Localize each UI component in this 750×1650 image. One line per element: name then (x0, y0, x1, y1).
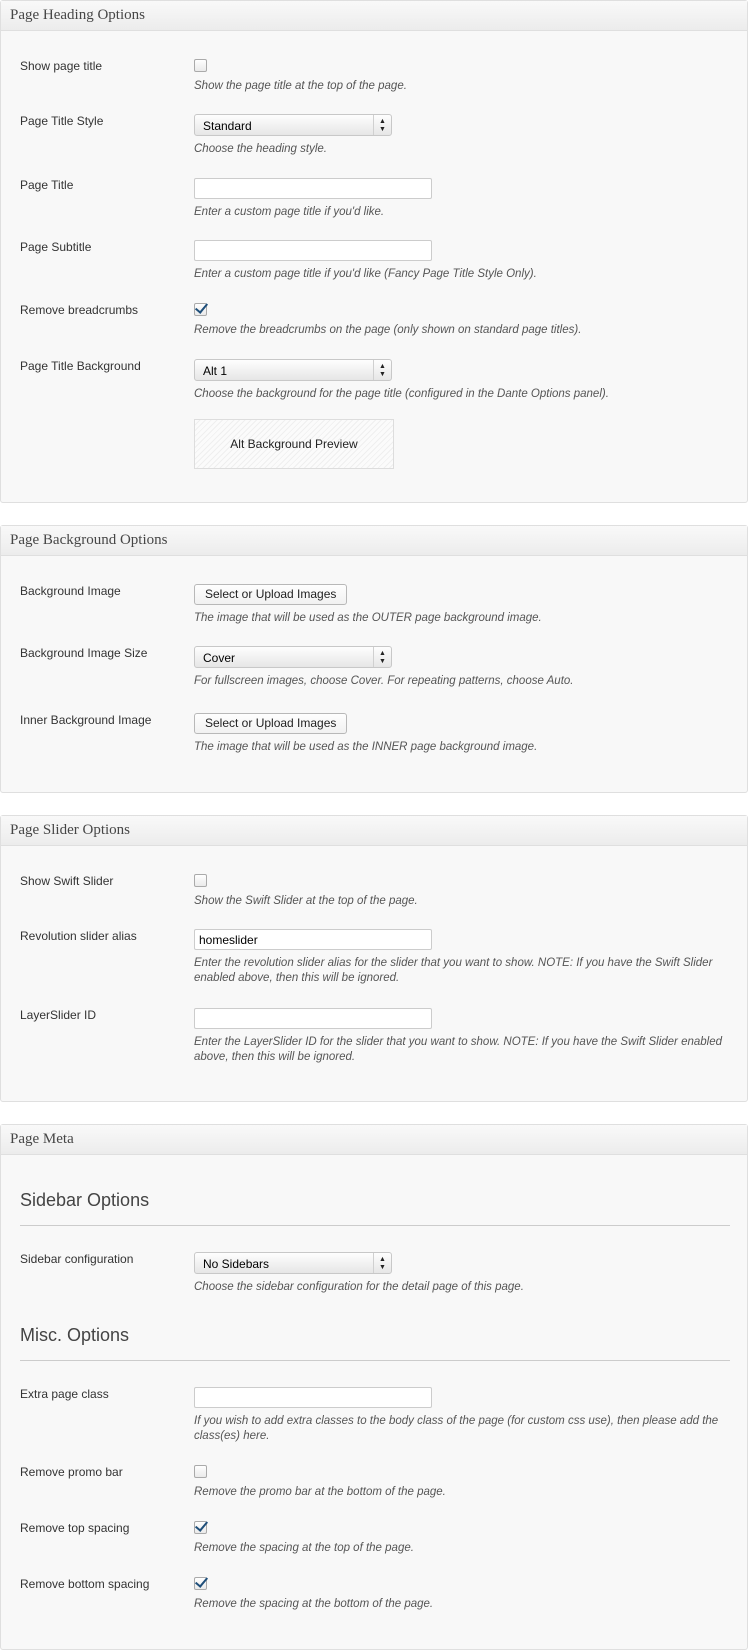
background-image-size-desc: For fullscreen images, choose Cover. For repeating patterns, choose Auto. (194, 675, 574, 687)
revolution-slider-alias-label: Revolution slider alias (20, 929, 137, 943)
remove-breadcrumbs-label: Remove breadcrumbs (20, 303, 139, 317)
extra-page-class-label: Extra page class (20, 1387, 109, 1401)
page-subtitle-label: Page Subtitle (20, 240, 92, 254)
select-value: Alt 1 (203, 364, 228, 378)
show-page-title-label: Show page title (20, 59, 103, 73)
page-meta-panel (0, 1124, 748, 1650)
sidebar-configuration-select[interactable] (194, 1252, 392, 1274)
select-value: Cover (203, 651, 236, 665)
panel-title[interactable]: Page Meta (1, 1125, 747, 1155)
select-upload-background-button[interactable]: Select or Upload Images (194, 584, 347, 605)
page-background-options-panel (0, 525, 748, 793)
remove-top-spacing-checkbox[interactable] (194, 1521, 207, 1534)
layerslider-id-label: LayerSlider ID (20, 1008, 97, 1022)
page-title-style-select[interactable] (194, 114, 392, 136)
select-arrows-icon: ▲ ▼ (373, 647, 391, 667)
select-arrows-icon: ▲ ▼ (373, 360, 391, 380)
sidebar-configuration-label: Sidebar configuration (20, 1252, 134, 1266)
background-image-size-select[interactable] (194, 646, 392, 668)
select-arrows-icon: ▲ ▼ (373, 115, 391, 135)
page-title-background-select[interactable] (194, 359, 392, 381)
extra-page-class-desc: If you wish to add extra classes to the body class of the page (for custom css use), then please add the class(es) here. (194, 1415, 719, 1442)
page-title-style-desc: Choose the heading style. (194, 143, 327, 155)
remove-promo-bar-checkbox[interactable] (194, 1465, 207, 1478)
page-title-input[interactable] (194, 178, 432, 199)
select-value: Standard (203, 119, 252, 133)
inner-background-image-desc: The image that will be used as the INNER page background image. (194, 741, 538, 753)
page-title-background-label: Page Title Background (20, 359, 141, 373)
remove-bottom-spacing-desc: Remove the spacing at the bottom of the page. (194, 1598, 434, 1610)
page-subtitle-desc: Enter a custom page title if you'd like (Fancy Page Title Style Only). (194, 268, 537, 280)
sidebar-options-heading: Sidebar Options (20, 1190, 730, 1226)
show-swift-slider-label: Show Swift Slider (20, 874, 114, 888)
remove-top-spacing-desc: Remove the spacing at the top of the page. (194, 1542, 414, 1554)
alt-background-preview: Alt Background Preview (194, 419, 394, 469)
remove-promo-bar-label: Remove promo bar (20, 1465, 123, 1479)
show-swift-slider-checkbox[interactable] (194, 874, 207, 887)
panel-title[interactable]: Page Background Options (1, 526, 747, 556)
page-slider-options-panel (0, 815, 748, 1102)
inner-background-image-label: Inner Background Image (20, 713, 152, 727)
page-title-desc: Enter a custom page title if you'd like. (194, 206, 385, 218)
select-arrows-icon: ▲ ▼ (373, 1253, 391, 1273)
sidebar-configuration-desc: Choose the sidebar configuration for the detail page of this page. (194, 1281, 524, 1293)
select-value: No Sidebars (203, 1257, 270, 1271)
misc-options-heading: Misc. Options (20, 1325, 730, 1361)
page-title-background-desc: Choose the background for the page title (configured in the Dante Options panel). (194, 388, 609, 400)
select-upload-inner-background-button[interactable]: Select or Upload Images (194, 713, 347, 734)
revolution-slider-alias-desc: Enter the revolution slider alias for the slider that you want to show. NOTE: If you have the Swift Slider enabled above, then this will be ignored. (194, 957, 713, 984)
remove-top-spacing-label: Remove top spacing (20, 1521, 130, 1535)
page-title-style-label: Page Title Style (20, 114, 104, 128)
remove-bottom-spacing-label: Remove bottom spacing (20, 1577, 150, 1591)
background-image-label: Background Image (20, 584, 121, 598)
page-heading-options-panel (0, 0, 748, 503)
layerslider-id-desc: Enter the LayerSlider ID for the slider that you want to show. NOTE: If you have the Swift Slider enabled above, then this will be ignored. (194, 1036, 722, 1063)
remove-bottom-spacing-checkbox[interactable] (194, 1577, 207, 1590)
page-subtitle-input[interactable] (194, 240, 432, 261)
background-image-desc: The image that will be used as the OUTER page background image. (194, 612, 542, 624)
extra-page-class-input[interactable] (194, 1387, 432, 1408)
panel-title[interactable]: Page Slider Options (1, 816, 747, 846)
show-page-title-checkbox[interactable] (194, 59, 207, 72)
remove-breadcrumbs-desc: Remove the breadcrumbs on the page (only shown on standard page titles). (194, 324, 582, 336)
page-title-label: Page Title (20, 178, 74, 192)
panel-title[interactable]: Page Heading Options (1, 1, 747, 31)
revolution-slider-alias-input[interactable] (194, 929, 432, 950)
remove-promo-bar-desc: Remove the promo bar at the bottom of the page. (194, 1486, 446, 1498)
show-swift-slider-desc: Show the Swift Slider at the top of the page. (194, 895, 418, 907)
background-image-size-label: Background Image Size (20, 646, 148, 660)
remove-breadcrumbs-checkbox[interactable] (194, 303, 207, 316)
show-page-title-desc: Show the page title at the top of the page. (194, 80, 407, 92)
layerslider-id-input[interactable] (194, 1008, 432, 1029)
